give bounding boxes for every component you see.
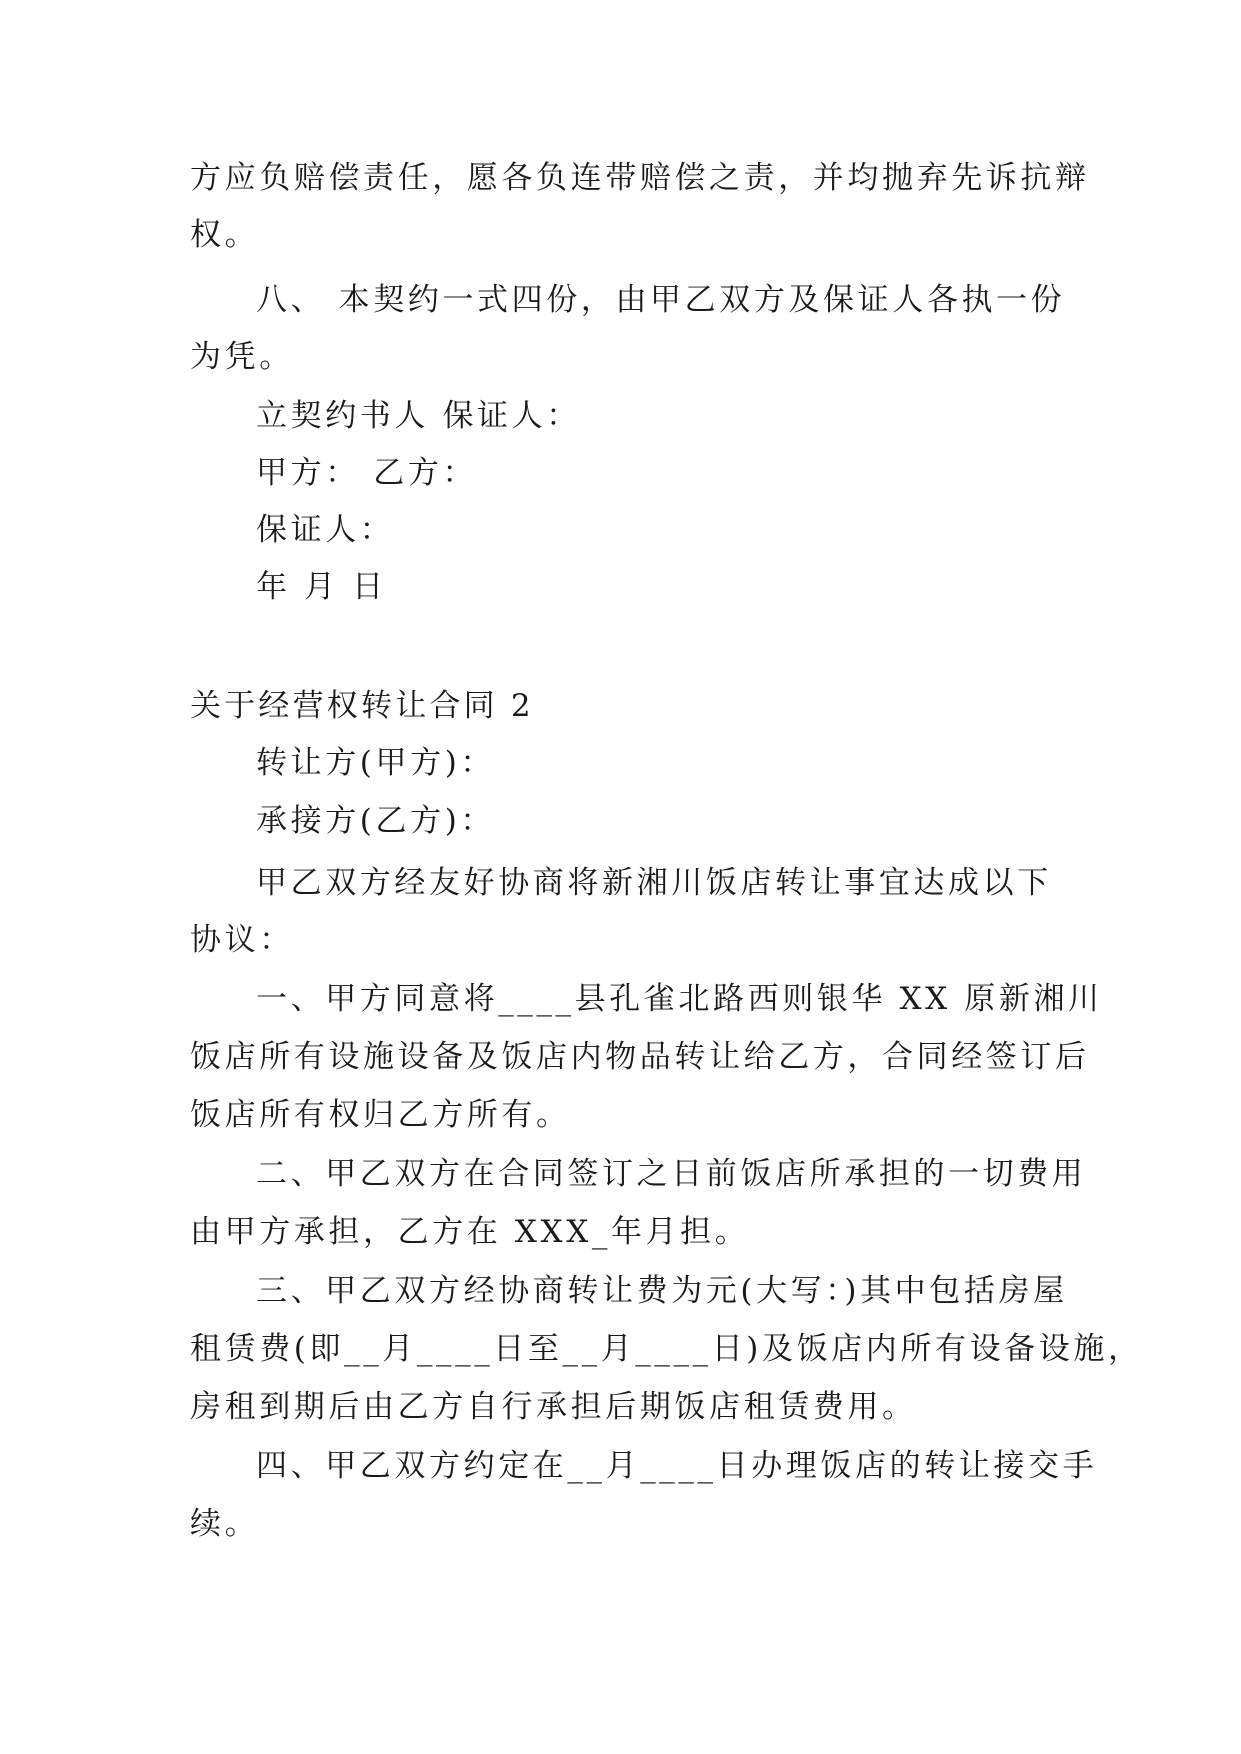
- clause-one-line: 一、甲方同意将____县孔雀北路西则银华 XX 原新湘川: [256, 981, 1103, 1017]
- paragraph-line: 房租到期后由乙方自行承担后期饭店租赁费用。: [190, 1389, 917, 1425]
- paragraph-line: 方应负赔偿责任，愿各负连带赔偿之责，并均抛弃先诉抗辩: [190, 160, 1090, 196]
- clause-three-line: 三、甲乙双方经协商转让费为元(大写：)其中包括房屋: [256, 1273, 1068, 1309]
- parties-line: 甲方： 乙方：: [256, 455, 478, 491]
- guarantor-line: 保证人：: [256, 512, 395, 548]
- paragraph-line: 租赁费(即__月____日至__月____日)及饭店内所有设备设施，: [190, 1331, 1143, 1367]
- clause-eight-line: 八、 本契约一式四份，由甲乙双方及保证人各执一份: [256, 282, 1066, 318]
- clause-four-line: 四、甲乙双方约定在__月____日办理饭店的转让接交手: [256, 1448, 1098, 1484]
- paragraph-line: 甲乙双方经友好协商将新湘川饭店转让事宜达成以下: [256, 865, 1052, 901]
- signatory-line: 立契约书人 保证人：: [256, 398, 581, 434]
- paragraph-line: 续。: [190, 1506, 260, 1542]
- paragraph-line: 协议：: [190, 922, 294, 958]
- transferor-line: 转让方(甲方)：: [256, 745, 495, 781]
- paragraph-line: 由甲方承担，乙方在 XXX_年月担。: [190, 1214, 750, 1250]
- paragraph-line: 为凭。: [190, 339, 294, 375]
- clause-two-line: 二、甲乙双方在合同签订之日前饭店所承担的一切费用: [256, 1156, 1087, 1192]
- paragraph-line: 权。: [190, 217, 260, 253]
- transferee-line: 承接方(乙方)：: [256, 803, 495, 839]
- paragraph-line: 饭店所有权归乙方所有。: [190, 1097, 571, 1133]
- paragraph-line: 饭店所有设施设备及饭店内物品转让给乙方，合同经签订后: [190, 1039, 1090, 1075]
- date-line: 年 月 日: [256, 569, 387, 605]
- section-heading: 关于经营权转让合同 2: [190, 688, 534, 724]
